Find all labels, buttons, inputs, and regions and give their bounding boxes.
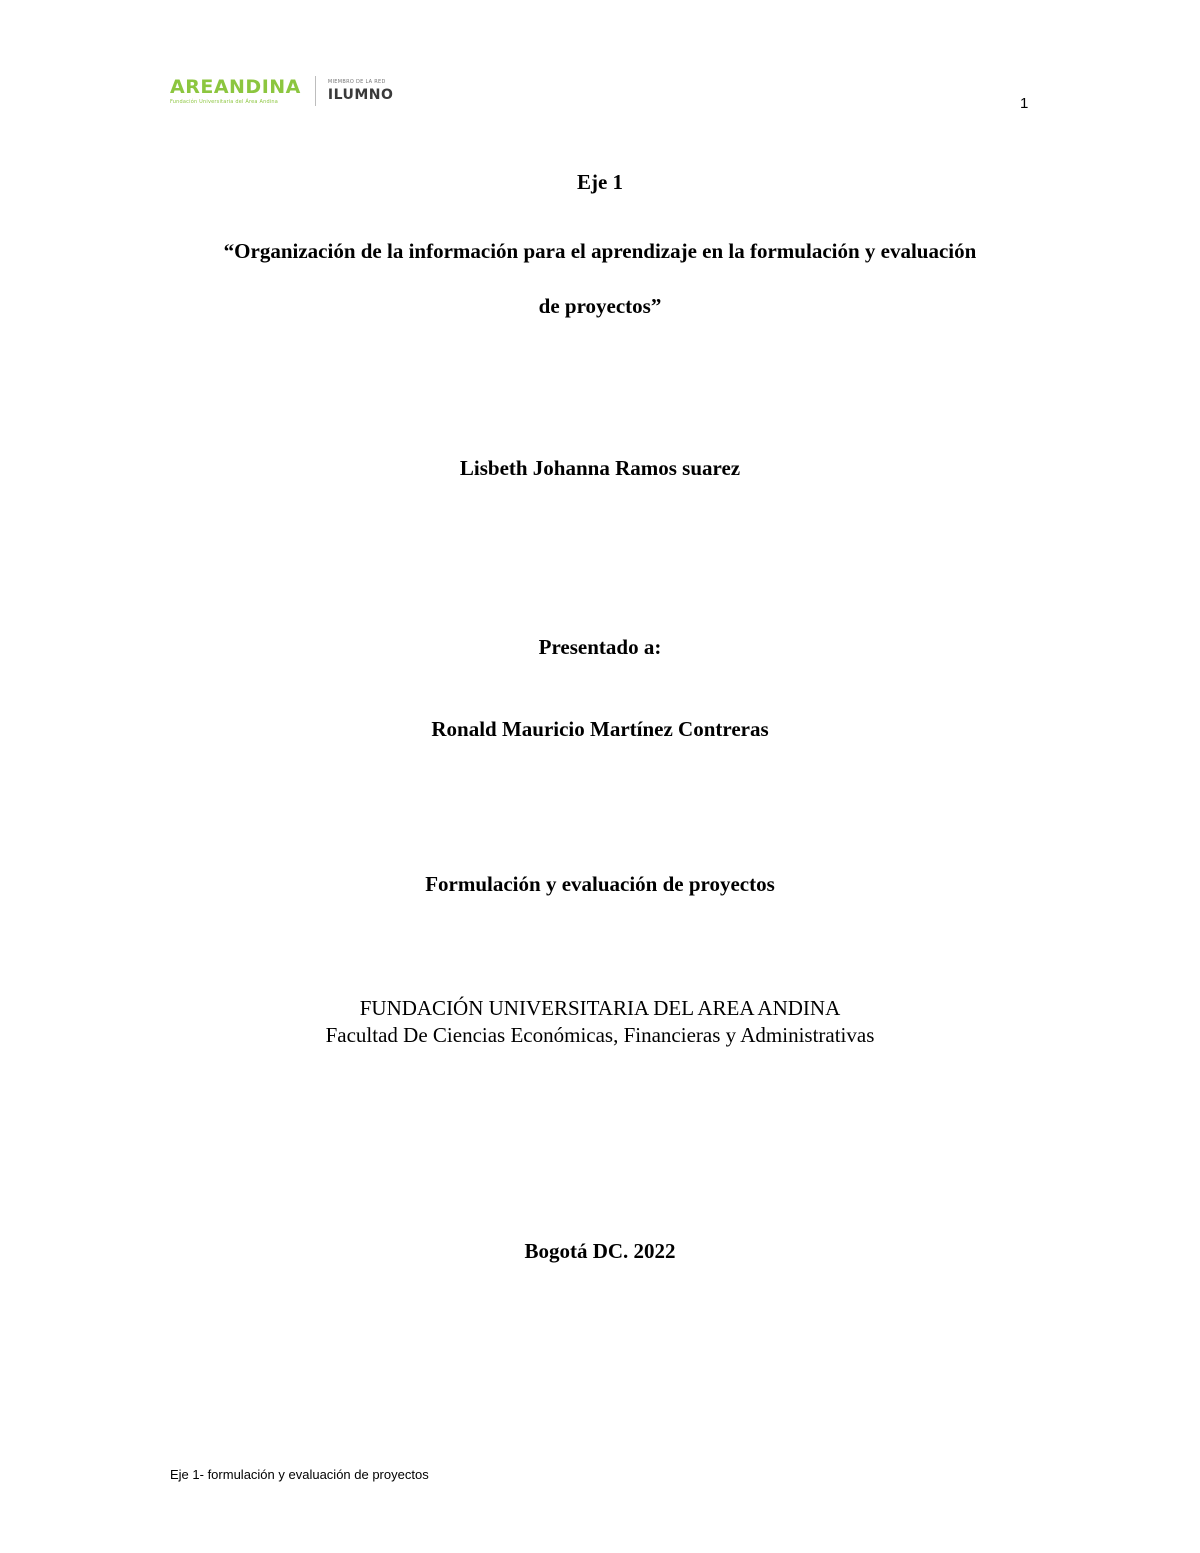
ilumno-logo-caption: MIEMBRO DE LA RED xyxy=(327,79,386,85)
header-logo xyxy=(170,74,393,108)
institution-name: FUNDACIÓN UNIVERSITARIA DEL AREA ANDINA xyxy=(359,996,841,1020)
course-name: Formulación y evaluación de proyectos xyxy=(425,872,775,896)
areandina-logo xyxy=(170,75,301,105)
areandina-logo-tagline: Fundación Universitaria del Área Andina xyxy=(170,98,279,105)
title-line-2: de proyectos” xyxy=(538,294,662,318)
ilumno-logo xyxy=(328,80,394,102)
professor-name: Ronald Mauricio Martínez Contreras xyxy=(431,717,769,741)
place-and-date: Bogotá DC. 2022 xyxy=(524,1239,676,1263)
title-line-1: “Organización de la información para el aprendizaje en la formulación y evaluación xyxy=(223,239,977,263)
author-name: Lisbeth Johanna Ramos suarez xyxy=(459,456,741,480)
presented-to-label: Presentado a: xyxy=(538,635,662,659)
areandina-logo-word: AREANDINA xyxy=(170,75,301,98)
page-number: 1 xyxy=(1020,95,1029,112)
ilumno-logo-word: ILUMNO xyxy=(327,87,394,103)
logo-divider xyxy=(315,76,316,106)
eje-heading: Eje 1 xyxy=(576,170,624,194)
page-footer: Eje 1- formulación y evaluación de proyectos xyxy=(170,1467,429,1482)
faculty-name: Facultad De Ciencias Económicas, Financieras y Administrativas xyxy=(325,1023,875,1047)
